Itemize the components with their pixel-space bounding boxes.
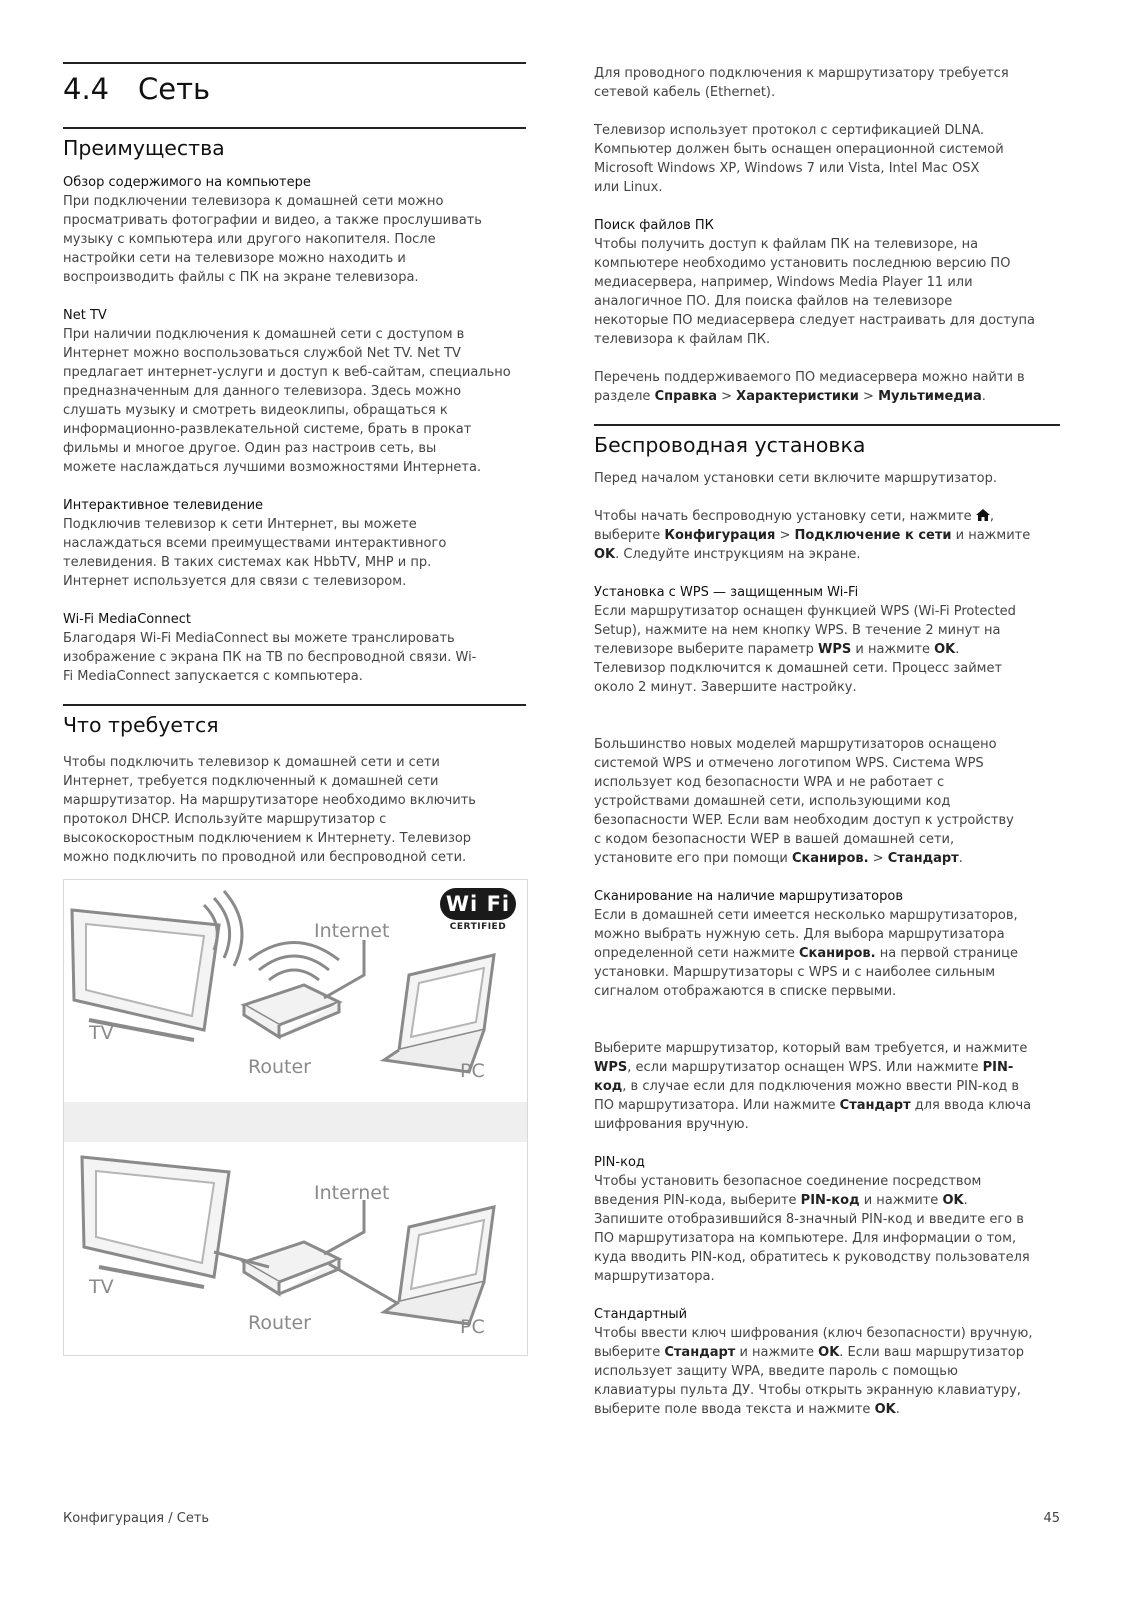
text-line: Чтобы ввести ключ шифрования (ключ безопасности) вручную,: [594, 1326, 1033, 1341]
subheading-net-tv: Net TV: [63, 308, 107, 323]
text-line: медиасервера, например, Windows Media Player 11 или: [594, 275, 973, 290]
text-line: [594, 1191, 1060, 1210]
text-line: При подключении телевизора к домашней сети можно: [63, 194, 444, 209]
diagram-separator-band: [64, 1102, 527, 1142]
text-line: высокоскоростным подключением к Интернету. Телевизор: [63, 831, 472, 846]
laptop-icon: [384, 955, 494, 1072]
text-line: Чтобы подключить телевизор к домашней сети и сети: [63, 755, 440, 770]
text-line: сетевой кабель (Ethernet).: [594, 85, 776, 100]
paragraph-interactive-tv: [63, 515, 526, 591]
text-line: [594, 1343, 1060, 1362]
text-line: наслаждаться всеми преимуществами интерактивного: [63, 536, 447, 551]
subheading-scan: Сканирование на наличие маршрутизаторов: [594, 889, 903, 904]
text-span: определенной сети нажмите: [594, 946, 799, 961]
option-scan: Сканиров.: [798, 946, 876, 961]
text-span: ,: [989, 509, 994, 524]
text-span: телевизоре выберите параметр: [594, 642, 819, 657]
wifi-certified-label: CERTIFIED: [449, 922, 507, 932]
home-icon: [976, 509, 990, 521]
text-line: протокол DHCP. Используйте маршрутизатор с: [63, 812, 387, 827]
paragraph-wps: [594, 602, 1060, 697]
text-span: , в случае если для подключения можно ввести PIN-код в: [622, 1079, 1020, 1094]
text-line: Интернет, требуется подключенный к домашней сети: [63, 774, 439, 789]
key-ok: OK: [874, 1402, 896, 1417]
label-pc-bottom: PC: [460, 1316, 485, 1338]
paragraph-required: [63, 753, 526, 867]
text-line: или Linux.: [594, 180, 663, 195]
subheading-pc-files: Поиск файлов ПК: [594, 218, 714, 233]
option-pin: PIN-: [982, 1060, 1014, 1075]
label-tv-top: TV: [89, 1022, 114, 1044]
key-ok: OK: [818, 1345, 840, 1360]
text-line: Для проводного подключения к маршрутизатору требуется: [594, 66, 1009, 81]
text-line: использует защиту WPA, введите пароль с помощью: [594, 1364, 958, 1379]
right-column: [594, 64, 1060, 1419]
text-line: около 2 минут. Завершите настройку.: [594, 680, 857, 695]
text-line: Подключив телевизор к сети Интернет, вы можете: [63, 517, 417, 532]
wifi-logo-badge: Wi Fi: [440, 888, 516, 920]
text-span: выберите поле ввода текста и нажмите: [594, 1402, 875, 1417]
option-standard: Стандарт: [887, 851, 959, 866]
text-line: При наличии подключения к домашней сети с доступом в: [63, 327, 465, 342]
paragraph-scan: [594, 906, 1060, 1001]
text-line: [594, 387, 1060, 406]
text-line: Если маршрутизатор оснащен функцией WPS (Wi-Fi Protected: [594, 604, 1016, 619]
text-line: [594, 526, 1060, 545]
text-line: можно подключить по проводной или беспроводной сети.: [63, 850, 467, 865]
text-line: [594, 1096, 1060, 1115]
text-line: Благодаря Wi-Fi MediaConnect вы можете транслировать: [63, 631, 455, 646]
text-line: [594, 640, 1060, 659]
option-scan: Сканиров.: [791, 851, 869, 866]
text-line: можете наслаждаться лучшими возможностями Интернета.: [63, 460, 482, 475]
text-span: , если маршрутизатор оснащен WPS. Или нажмите: [627, 1060, 983, 1075]
text-line: [594, 507, 1060, 526]
key-ok: OK: [594, 547, 616, 562]
text-line: установки. Маршрутизаторы с WPS и с наиболее сильным: [594, 965, 996, 980]
subheading-wifi-mediaconnect: Wi-Fi MediaConnect: [63, 612, 191, 627]
text-span: и нажмите: [951, 528, 1031, 543]
laptop-icon: [384, 1207, 494, 1324]
text-span: и нажмите: [735, 1345, 819, 1360]
text-span: .: [958, 851, 963, 866]
paragraph-net-tv: [63, 325, 526, 477]
text-span: Чтобы начать беспроводную установку сети, нажмите: [594, 509, 972, 524]
text-span: .: [963, 1193, 968, 1208]
option-standard: Стандарт: [664, 1345, 736, 1360]
paragraph-router-on: Перед началом установки сети включите маршрутизатор.: [594, 471, 997, 486]
paragraph-standard: [594, 1324, 1060, 1419]
option-wps: WPS: [594, 1060, 628, 1075]
paragraph-select-router: [594, 1039, 1060, 1134]
text-span: установите его при помощи: [594, 851, 792, 866]
text-line: [594, 1400, 1060, 1419]
text-span: . Если ваш маршрутизатор: [839, 1345, 1025, 1360]
text-line: Выберите маршрутизатор, который вам требуется, и нажмите: [594, 1041, 1028, 1056]
text-span: выберите: [594, 1345, 665, 1360]
text-line: шифрования вручную.: [594, 1117, 749, 1132]
label-internet-bottom: Internet: [314, 1182, 390, 1204]
text-span: на первой странице: [875, 946, 1019, 961]
paragraph-ethernet: [594, 64, 1060, 102]
subheading-pc-content: Обзор содержимого на компьютере: [63, 175, 311, 190]
text-line: предлагает интернет-услуги и доступ к веб-сайтам, специально: [63, 365, 511, 380]
chapter-heading: [63, 64, 526, 116]
path-separator: >: [858, 389, 879, 404]
text-line: можно выбрать нужную сеть. Для выбора маршрутизатора: [594, 927, 1005, 942]
text-line: [594, 1058, 1060, 1077]
pc-ethernet-cable-line: [329, 1264, 404, 1307]
text-line: информационно-развлекательной системе, брать в прокат: [63, 422, 472, 437]
text-line: Большинство новых моделей маршрутизаторов оснащено: [594, 737, 997, 752]
subheading-pin: PIN-код: [594, 1155, 645, 1170]
paragraph-start-wireless: [594, 507, 1060, 564]
text-line: музыку с компьютера или другого накопителя. После: [63, 232, 436, 247]
chapter-title: Сеть: [138, 72, 211, 106]
heading-advantages: Преимущества: [63, 136, 225, 160]
paragraph-dlna: [594, 121, 1060, 197]
text-line: Интернет используется для связи с телевизором.: [63, 574, 407, 589]
tv-icon: [72, 910, 219, 1040]
text-line: телевидения. В таких системах как HbbTV, MHP и пр.: [63, 555, 432, 570]
text-span: и нажмите: [851, 642, 935, 657]
text-line: некоторые ПО медиасервера следует настраивать для доступа: [594, 313, 1035, 328]
menu-path-help: Справка: [654, 389, 717, 404]
text-line: использует код безопасности WPA и не работает с: [594, 775, 945, 790]
heading-required: Что требуется: [63, 713, 219, 737]
option-pin: PIN-код: [800, 1193, 860, 1208]
key-ok: OK: [942, 1193, 964, 1208]
label-internet-top: Internet: [314, 920, 390, 942]
text-line: ПО маршрутизатора на компьютере. Для информации о том,: [594, 1231, 1017, 1246]
label-pc-top: PC: [460, 1060, 485, 1082]
text-line: предназначенным для данного телевизора. Здесь можно: [63, 384, 462, 399]
text-line: клавиатуры пульта ДУ. Чтобы открыть экранную клавиатуру,: [594, 1383, 1021, 1398]
left-column: [63, 62, 526, 867]
label-router-bottom: Router: [248, 1312, 311, 1334]
paragraph-wifi-mediaconnect: [63, 629, 526, 686]
menu-path-multimedia: Мультимедиа: [878, 389, 982, 404]
text-line: с кодом безопасности WEP в вашей домашней сети,: [594, 832, 955, 847]
text-line: изображение с экрана ПК на ТВ по беспроводной связи. Wi-: [63, 650, 477, 665]
text-span: введения PIN-кода, выберите: [594, 1193, 801, 1208]
text-line: [594, 545, 1060, 564]
subheading-interactive-tv: Интерактивное телевидение: [63, 498, 264, 513]
paragraph-wep: [594, 735, 1060, 868]
key-ok: OK: [934, 642, 956, 657]
text-line: воспроизводить файлы с ПК на экране телевизора.: [63, 270, 419, 285]
text-line: Телевизор подключится к домашней сети. Процесс займет: [594, 661, 1003, 676]
text-span: ПО маршрутизатора. Или нажмите: [594, 1098, 840, 1113]
menu-path-network: Подключение к сети: [794, 528, 952, 543]
text-line: сигналом отображаются в списке первыми.: [594, 984, 897, 999]
text-span: для ввода ключа: [910, 1098, 1032, 1113]
paragraph-pc-content: [63, 192, 526, 287]
text-line: Телевизор использует протокол с сертификацией DLNA.: [594, 123, 985, 138]
text-line: системой WPS и отмечено логотипом WPS. Система WPS: [594, 756, 984, 771]
text-line: настройки сети на телевизоре можно находить и: [63, 251, 406, 266]
option-wps: WPS: [818, 642, 852, 657]
path-separator: >: [775, 528, 795, 543]
text-line: Fi MediaConnect запускается с компьютера.: [63, 669, 363, 684]
text-line: безопасности WEP. Если вам необходим доступ к устройству: [594, 813, 1014, 828]
router-icon: [244, 1242, 339, 1294]
path-separator: >: [868, 851, 888, 866]
router-wifi-signal-icon: [249, 943, 339, 981]
text-line: Перечень поддерживаемого ПО медиасервера можно найти в: [594, 370, 1025, 385]
text-line: Если в домашней сети имеется несколько маршрутизаторов,: [594, 908, 1018, 923]
text-line: Чтобы установить безопасное соединение посредством: [594, 1174, 982, 1189]
label-tv-bottom: TV: [89, 1276, 114, 1298]
option-standard: Стандарт: [839, 1098, 911, 1113]
text-line: маршрутизатора.: [594, 1269, 715, 1284]
option-pin: код: [594, 1079, 623, 1094]
text-line: Интернет можно воспользоваться службой Net TV. Net TV: [63, 346, 461, 361]
text-span: и нажмите: [859, 1193, 943, 1208]
text-line: Setup), нажмите на нем кнопку WPS. В течение 2 минут на: [594, 623, 1001, 638]
text-line: маршрутизатор. На маршрутизаторе необходимо включить: [63, 793, 476, 808]
text-line: устройствами домашней сети, использующими код: [594, 794, 951, 809]
text-line: Запишите отобразившийся 8-значный PIN-код и введите его в: [594, 1212, 1024, 1227]
paragraph-media-server-list: [594, 368, 1060, 406]
text-line: аналогичное ПО. Для поиска файлов на телевизоре: [594, 294, 953, 309]
label-router-top: Router: [248, 1056, 311, 1078]
text-line: компьютере необходимо установить последнюю версию ПО: [594, 256, 1011, 271]
menu-path-specs: Характеристики: [736, 389, 859, 404]
page-number: 45: [1043, 1511, 1060, 1526]
text-line: [594, 849, 1060, 868]
path-separator: >: [717, 389, 737, 404]
paragraph-pc-files: [594, 235, 1060, 349]
internet-cable-line: [324, 1200, 364, 1254]
router-icon: [244, 985, 339, 1037]
chapter-number: 4.4: [63, 72, 110, 106]
text-line: [594, 1077, 1060, 1096]
heading-wireless-setup: Беспроводная установка: [594, 433, 866, 457]
network-diagram: [63, 879, 528, 1356]
text-span: .: [981, 389, 986, 404]
subheading-standard: Стандартный: [594, 1307, 688, 1322]
text-span: разделе: [594, 389, 655, 404]
text-line: телевизора к файлам ПК.: [594, 332, 771, 347]
internet-cable-line: [324, 940, 364, 998]
text-line: фильмы и многое другое. Один раз настроив сеть, вы: [63, 441, 437, 456]
text-line: куда вводить PIN-код, обратитесь к руководству пользователя: [594, 1250, 1030, 1265]
text-span: выберите: [594, 528, 665, 543]
paragraph-pin: [594, 1172, 1060, 1286]
text-span: . Следуйте инструкциям на экране.: [615, 547, 861, 562]
footer-breadcrumb: Конфигурация / Сеть: [63, 1511, 210, 1526]
text-line: Microsoft Windows XP, Windows 7 или Vista, Intel Mac OSX: [594, 161, 980, 176]
text-line: Чтобы получить доступ к файлам ПК на телевизоре, на: [594, 237, 979, 252]
text-span: .: [955, 642, 960, 657]
text-span: .: [895, 1402, 900, 1417]
text-line: слушать музыку и смотреть видеоклипы, обращаться к: [63, 403, 448, 418]
menu-path-setup: Конфигурация: [664, 528, 776, 543]
text-line: [594, 944, 1060, 963]
text-line: Компьютер должен быть оснащен операционной системой: [594, 142, 1004, 157]
text-line: просматривать фотографии и видео, а также прослушивать: [63, 213, 482, 228]
tv-icon: [82, 1157, 229, 1287]
subheading-wps: Установка с WPS — защищенным Wi-Fi: [594, 585, 859, 600]
